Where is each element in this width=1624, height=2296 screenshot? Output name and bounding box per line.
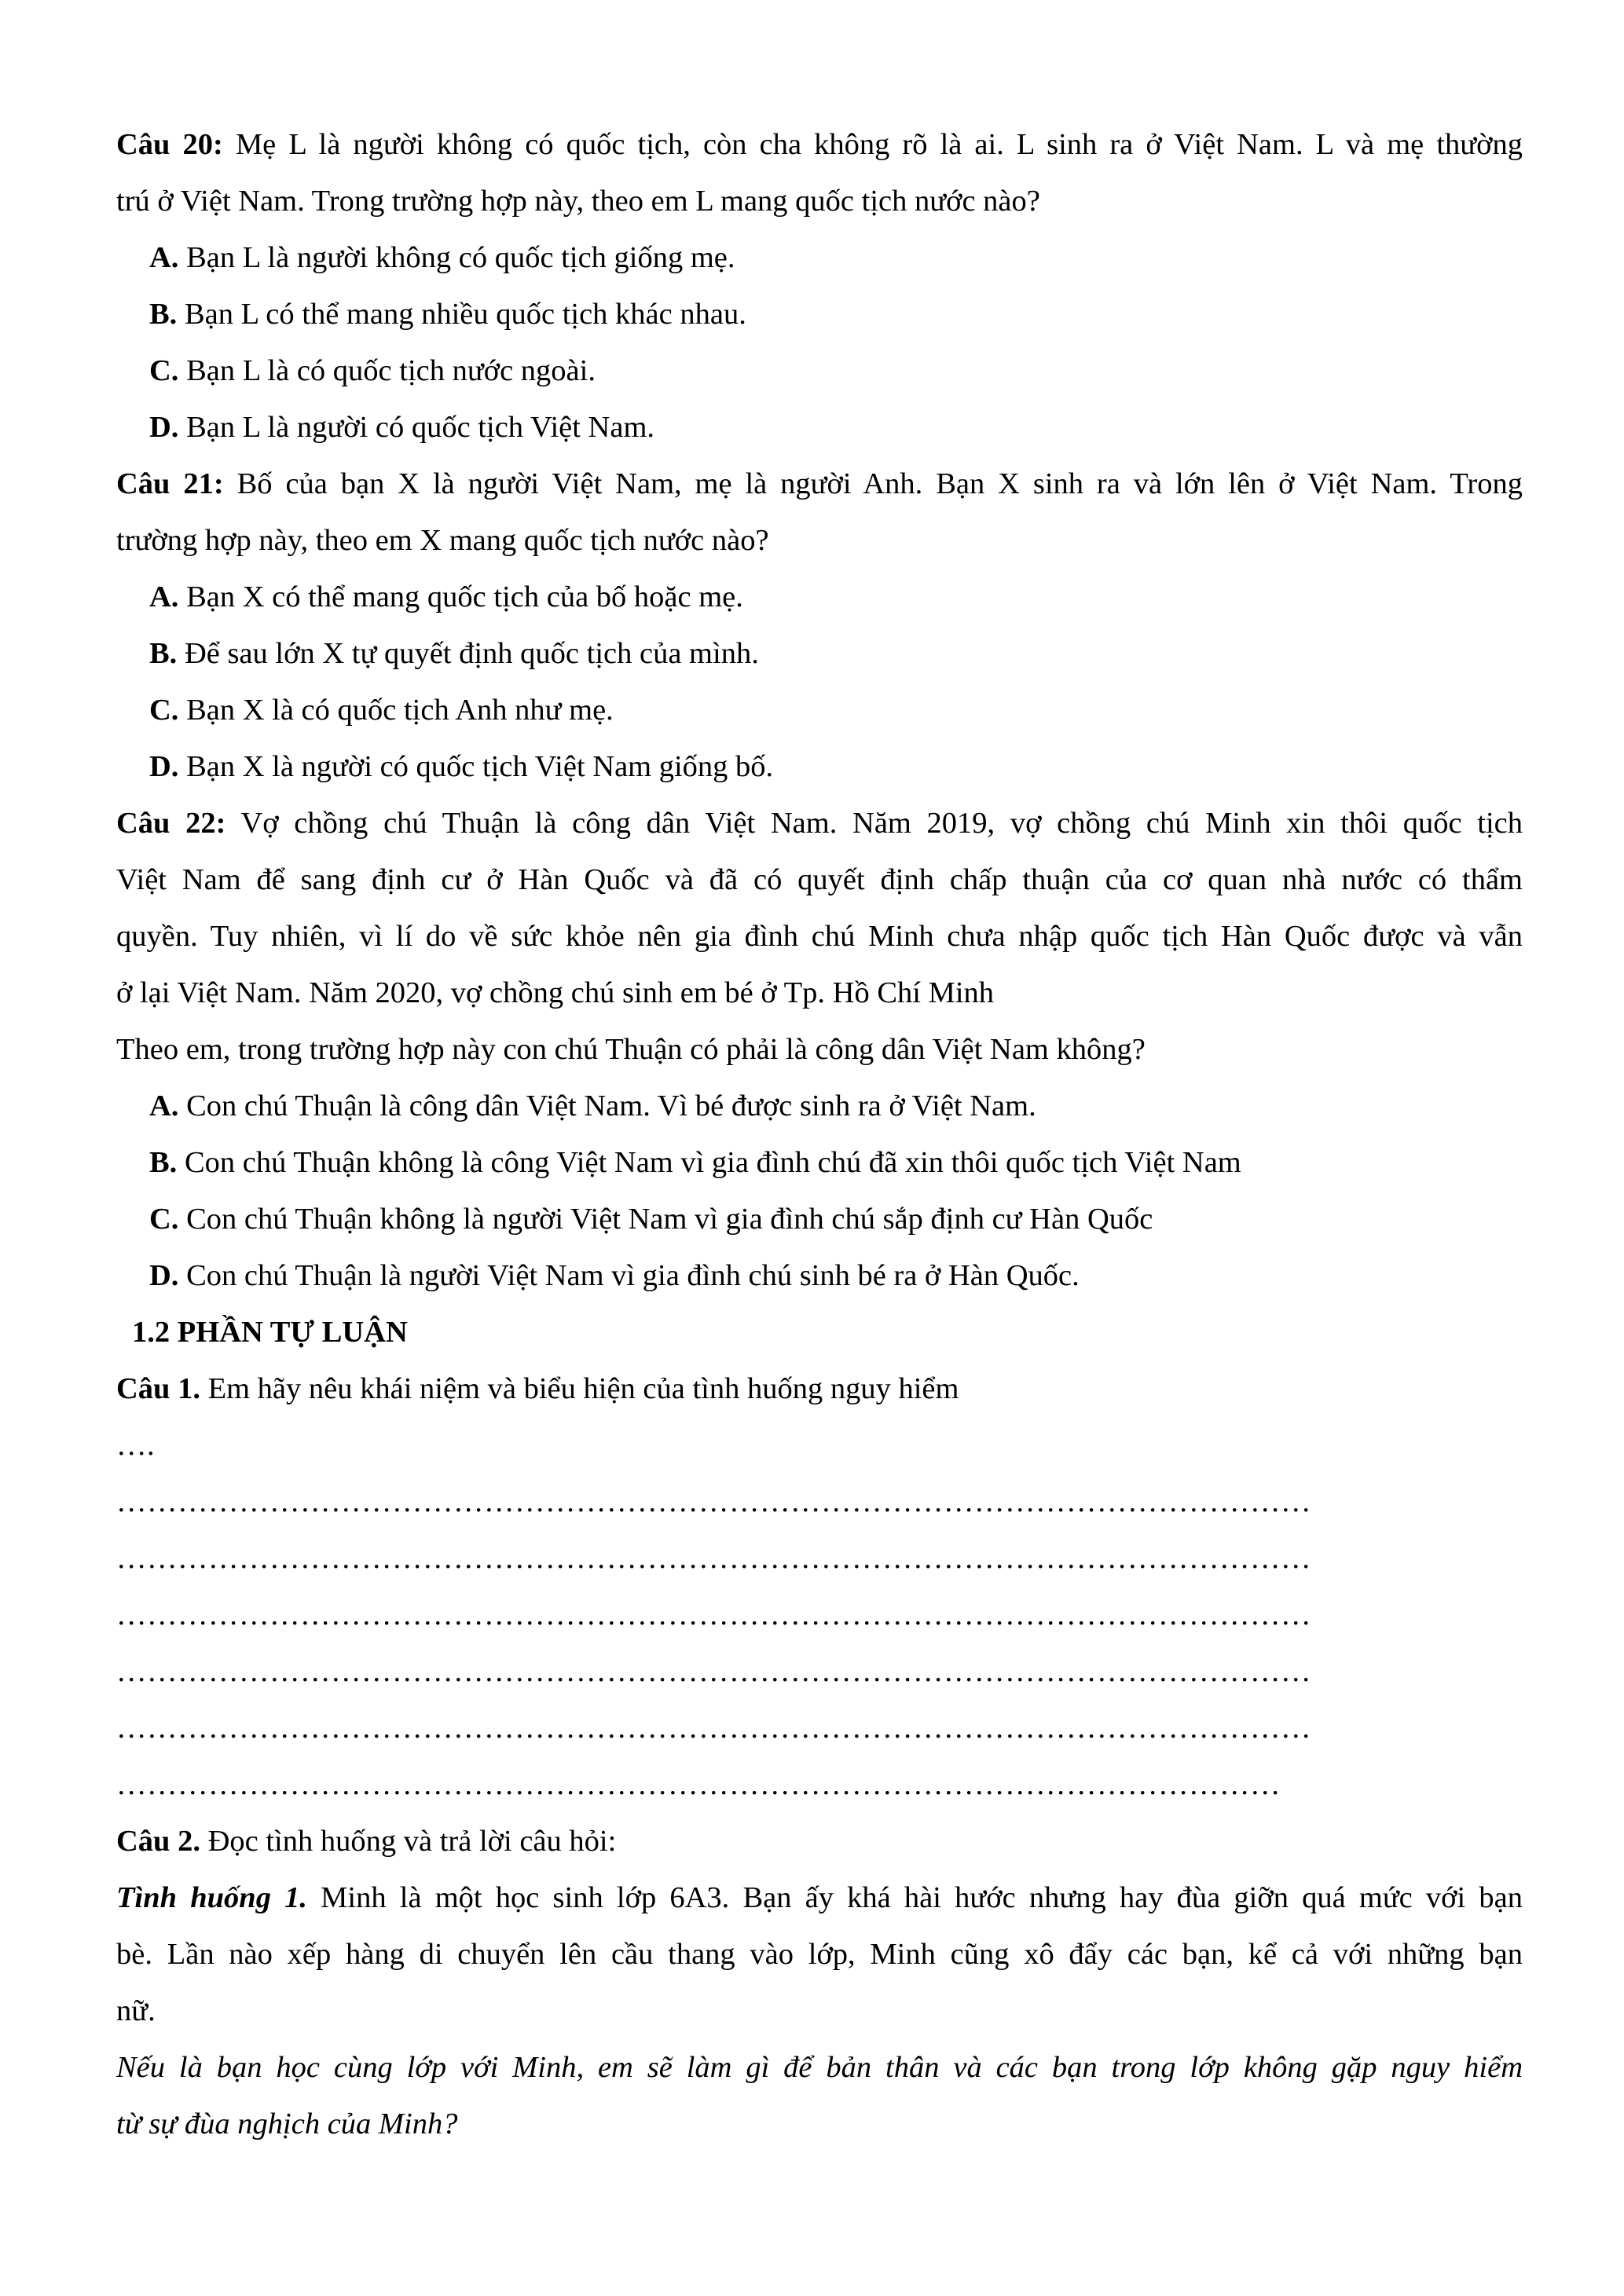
essay-question-1: Câu 1. Em hãy nêu khái niệm và biểu hiện của tình huống nguy hiểm <box>116 1372 959 1405</box>
question-21-option-a: A. Bạn X có thể mang quốc tịch của bố hoặc mẹ. <box>149 580 743 613</box>
question-22-line-2: Việt Nam để sang định cư ở Hàn Quốc và đã có quyết định chấp thuận của cơ quan nhà nước có thẩm <box>116 863 1523 896</box>
question-20-option-d: D. Bạn L là người có quốc tịch Việt Nam. <box>149 411 655 444</box>
question-21-option-b: B. Để sau lớn X tự quyết định quốc tịch của mình. <box>149 637 759 670</box>
question-22-option-a: A. Con chú Thuận là công dân Việt Nam. Vì bé được sinh ra ở Việt Nam. <box>149 1089 1036 1122</box>
question-22-line-1: Câu 22: Vợ chồng chú Thuận là công dân Việt Nam. Năm 2019, vợ chồng chú Minh xin thôi quốc tịch <box>116 807 1523 840</box>
situation-question-line-2: từ sự đùa nghịch của Minh? <box>116 2107 458 2140</box>
answer-line: ……………………………………………………………………………………………………… <box>116 1712 1311 1745</box>
question-21-line-1: Câu 21: Bố của bạn X là người Việt Nam, mẹ là người Anh. Bạn X sinh ra và lớn lên ở Việt Nam. Trong <box>116 467 1523 500</box>
question-22-option-c: C. Con chú Thuận không là người Việt Nam vì gia đình chú sắp định cư Hàn Quốc <box>149 1203 1153 1236</box>
question-22-line-5: Theo em, trong trường hợp này con chú Thuận có phải là công dân Việt Nam không? <box>116 1033 1146 1066</box>
essay-question-2-label: Câu 2. <box>116 1825 200 1858</box>
situation-question-line-1: Nếu là bạn học cùng lớp với Minh, em sẽ làm gì để bản thân và các bạn trong lớp không gặp nguy hiểm <box>116 2051 1523 2084</box>
essay-question-1-label: Câu 1. <box>116 1372 200 1405</box>
essay-question-2: Câu 2. Đọc tình huống và trả lời câu hỏi: <box>116 1825 617 1858</box>
question-20-option-b: B. Bạn L có thể mang nhiều quốc tịch khác nhau. <box>149 298 746 331</box>
situation-line-2: bè. Lần nào xếp hàng di chuyển lên cầu thang vào lớp, Minh cũng xô đẩy các bạn, kể cả với những bạn <box>116 1938 1523 1971</box>
question-22-option-b: B. Con chú Thuận không là công Việt Nam vì gia đình chú đã xin thôi quốc tịch Việt Nam <box>149 1146 1241 1179</box>
question-22-line-4: ở lại Việt Nam. Năm 2020, vợ chồng chú sinh em bé ở Tp. Hồ Chí Minh <box>116 976 995 1009</box>
answer-line-last: …………………………………………………………………………………………………… <box>116 1768 1281 1801</box>
answer-line: ……………………………………………………………………………………………………… <box>116 1485 1311 1518</box>
question-21-line-2: trường hợp này, theo em X mang quốc tịch nước nào? <box>116 524 769 557</box>
question-21-option-c: C. Bạn X là có quốc tịch Anh như mẹ. <box>149 694 614 727</box>
question-22-label: Câu 22: <box>116 807 226 840</box>
question-21-label: Câu 21: <box>116 467 224 500</box>
question-22-line-3: quyền. Tuy nhiên, vì lí do về sức khỏe nên gia đình chú Minh chưa nhập quốc tịch Hàn Quốc được và vẫn <box>116 920 1523 953</box>
question-20-label: Câu 20: <box>116 128 223 161</box>
answer-line: ……………………………………………………………………………………………………… <box>116 1542 1311 1575</box>
situation-line-3: nữ. <box>116 1994 156 2027</box>
question-21-option-d: D. Bạn X là người có quốc tịch Việt Nam giống bố. <box>149 750 774 783</box>
question-20-option-a: A. Bạn L là người không có quốc tịch giống mẹ. <box>149 241 735 274</box>
answer-line-short: …. <box>116 1429 156 1462</box>
question-20-line-2: trú ở Việt Nam. Trong trường hợp này, theo em L mang quốc tịch nước nào? <box>116 185 1040 218</box>
section-heading: 1.2 PHẦN TỰ LUẬN <box>132 1316 408 1349</box>
question-20-option-c: C. Bạn L là có quốc tịch nước ngoài. <box>149 354 596 387</box>
question-22-option-d: D. Con chú Thuận là người Việt Nam vì gia đình chú sinh bé ra ở Hàn Quốc. <box>149 1259 1080 1292</box>
answer-line: ……………………………………………………………………………………………………… <box>116 1598 1311 1631</box>
answer-line: ……………………………………………………………………………………………………… <box>116 1655 1311 1688</box>
question-20-line-1: Câu 20: Mẹ L là người không có quốc tịch, còn cha không rõ là ai. L sinh ra ở Việt Nam. L và mẹ thường <box>116 128 1523 161</box>
document-page <box>116 116 1523 2152</box>
situation-line-1: Tình huống 1. Minh là một học sinh lớp 6A3. Bạn ấy khá hài hước nhưng hay đùa giỡn quá mức với bạn <box>116 1881 1523 1914</box>
situation-label: Tình huống 1. <box>116 1881 307 1914</box>
